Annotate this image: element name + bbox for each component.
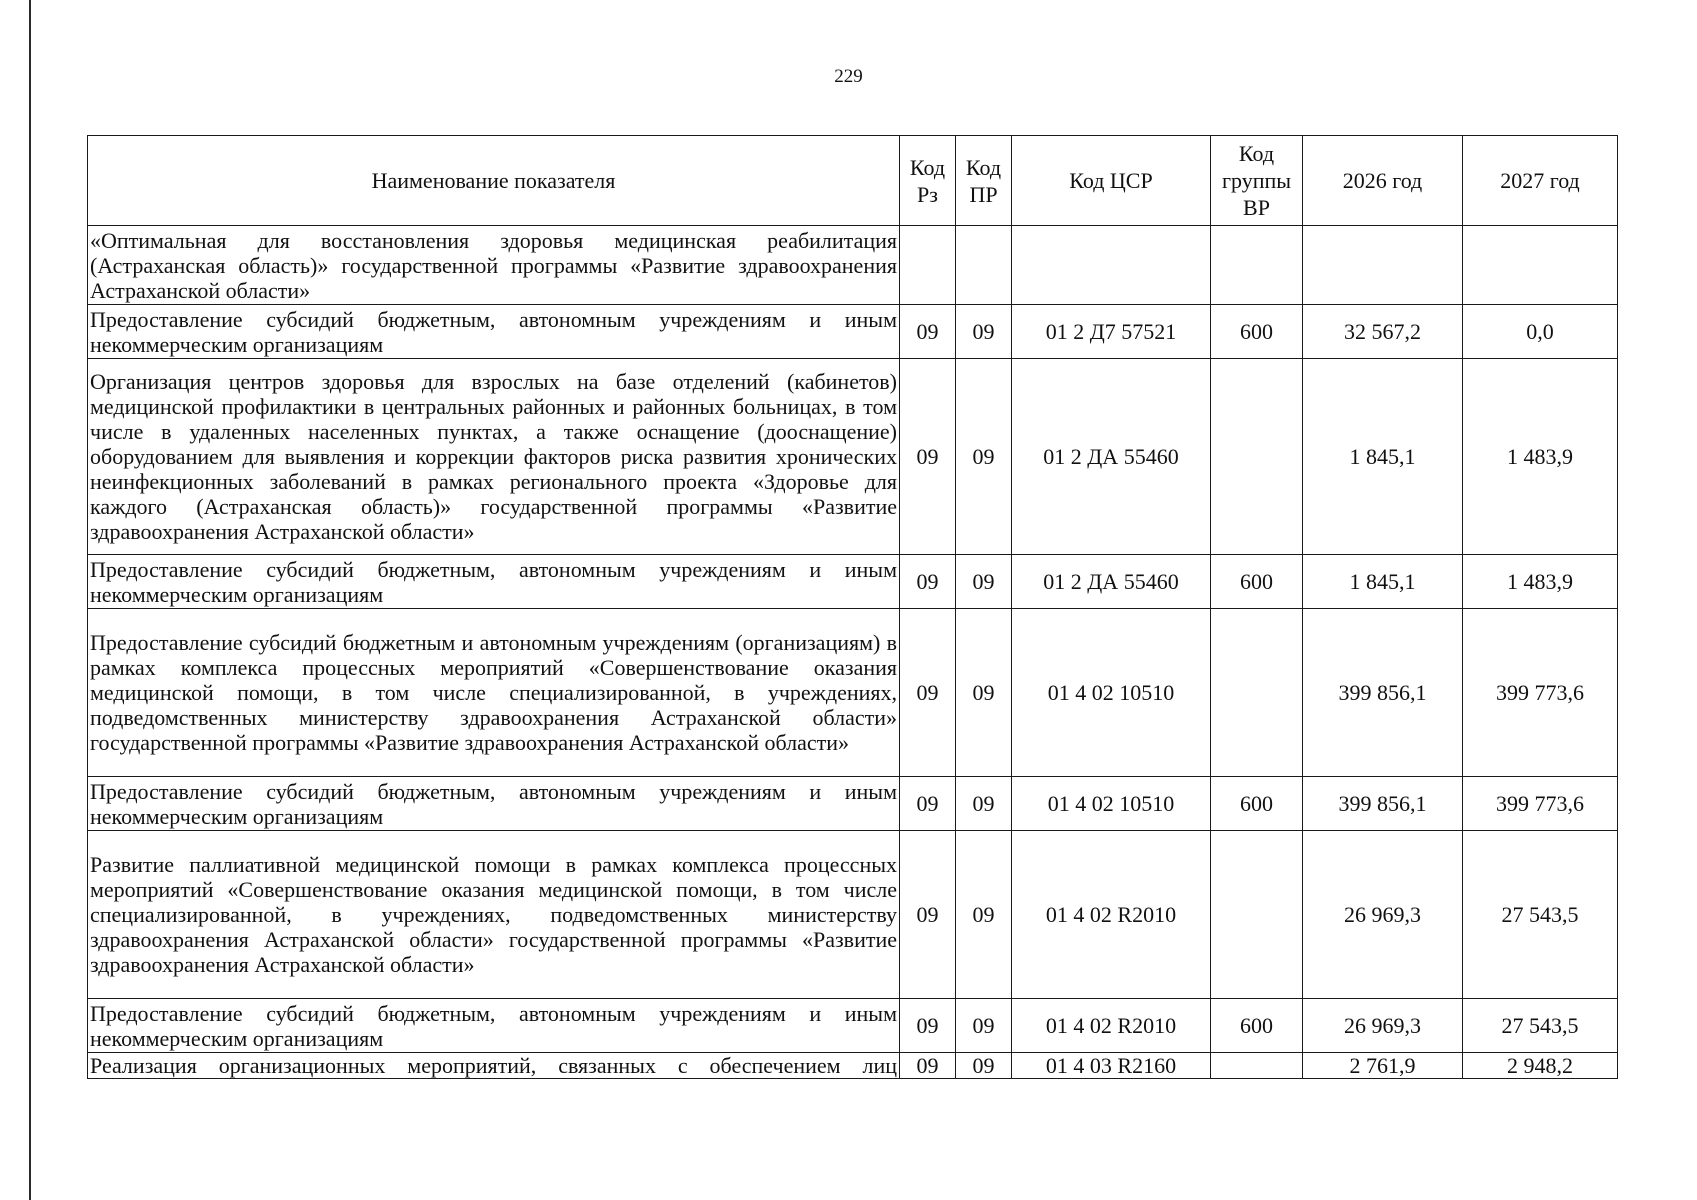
row-vr: 600: [1211, 777, 1303, 831]
row-2026: 399 856,1: [1303, 777, 1463, 831]
row-2027: 27 543,5: [1463, 999, 1618, 1053]
table-row: [88, 831, 1618, 999]
row-name: Предоставление субсидий бюджетным, автономным учреждениям и иным некоммерческим организациям: [88, 555, 900, 609]
row-csr: 01 4 02 10510: [1012, 609, 1211, 777]
row-pr: 09: [956, 609, 1012, 777]
table-row: [88, 359, 1618, 555]
row-name: Развитие паллиативной медицинской помощи в рамках комплекса процессных мероприятий «Совершенствование оказания медицинской помощи, в том числе специализированной, в учреждениях, подведомственных министерству здравоохранения Астраханской области» государственной программы «Развитие здравоохранения Астраханской области»: [88, 831, 900, 999]
row-pr: 09: [956, 831, 1012, 999]
page-number: 229: [834, 66, 863, 87]
row-vr: 600: [1211, 305, 1303, 359]
row-rz: 09: [900, 1053, 956, 1079]
row-name: Предоставление субсидий бюджетным, автономным учреждениям и иным некоммерческим организациям: [88, 777, 900, 831]
row-2027: 0,0: [1463, 305, 1618, 359]
row-pr: 09: [956, 1053, 1012, 1079]
row-name: Реализация организационных мероприятий, связанных с обеспечением лиц: [88, 1053, 900, 1079]
row-2027: 1 483,9: [1463, 359, 1618, 555]
row-2026: 1 845,1: [1303, 359, 1463, 555]
row-2027: 399 773,6: [1463, 777, 1618, 831]
row-pr: 09: [956, 305, 1012, 359]
row-vr: [1211, 226, 1303, 305]
row-rz: 09: [900, 359, 956, 555]
row-csr: 01 4 03 R2160: [1012, 1053, 1211, 1079]
header-vr: Код группы ВР: [1211, 136, 1303, 226]
row-vr: 600: [1211, 555, 1303, 609]
row-2026: 26 969,3: [1303, 831, 1463, 999]
row-2027: [1463, 226, 1618, 305]
page-binding-line: [29, 0, 31, 1200]
row-rz: 09: [900, 609, 956, 777]
row-name: Предоставление субсидий бюджетным, автономным учреждениям и иным некоммерческим организациям: [88, 305, 900, 359]
header-2026: 2026 год: [1303, 136, 1463, 226]
header-csr: Код ЦСР: [1012, 136, 1211, 226]
table-row: [88, 999, 1618, 1053]
row-2026: 1 845,1: [1303, 555, 1463, 609]
row-rz: 09: [900, 831, 956, 999]
table-row: [88, 777, 1618, 831]
row-2027: 2 948,2: [1463, 1053, 1618, 1079]
row-name: «Оптимальная для восстановления здоровья медицинская реабилитация (Астраханская область)» государственной программы «Развитие здравоохранения Астраханской области»: [88, 226, 900, 305]
row-pr: [956, 226, 1012, 305]
row-csr: 01 4 02 R2010: [1012, 999, 1211, 1053]
row-2026: [1303, 226, 1463, 305]
budget-table: [87, 135, 1618, 1079]
table-row: [88, 1053, 1618, 1079]
row-csr: 01 2 ДА 55460: [1012, 359, 1211, 555]
row-vr: [1211, 831, 1303, 999]
row-2027: 1 483,9: [1463, 555, 1618, 609]
header-name: Наименование показателя: [88, 136, 900, 226]
row-csr: 01 4 02 R2010: [1012, 831, 1211, 999]
table-row: [88, 609, 1618, 777]
row-vr: [1211, 359, 1303, 555]
row-2026: 32 567,2: [1303, 305, 1463, 359]
row-2027: 27 543,5: [1463, 831, 1618, 999]
row-2026: 26 969,3: [1303, 999, 1463, 1053]
table-header-row: [88, 136, 1618, 226]
row-rz: 09: [900, 555, 956, 609]
row-pr: 09: [956, 359, 1012, 555]
row-rz: 09: [900, 777, 956, 831]
row-vr: [1211, 609, 1303, 777]
row-2026: 2 761,9: [1303, 1053, 1463, 1079]
row-name: Организация центров здоровья для взрослых на базе отделений (кабинетов) медицинской профилактики в центральных районных и районных больницах, в том числе в удаленных населенных пунктах, а также оснащение (дооснащение) оборудованием для выявления и коррекции факторов риска развития хронических неинфекционных заболеваний в рамках регионального проекта «Здоровье для каждого (Астраханская область)» государственной программы «Развитие здравоохранения Астраханской области»: [88, 359, 900, 555]
row-rz: [900, 226, 956, 305]
row-csr: 01 2 Д7 57521: [1012, 305, 1211, 359]
row-2026: 399 856,1: [1303, 609, 1463, 777]
row-name: Предоставление субсидий бюджетным и автономным учреждениям (организациям) в рамках комплекса процессных мероприятий «Совершенствование оказания медицинской помощи, в том числе специализированной, в учреждениях, подведомственных министерству здравоохранения Астраханской области» государственной программы «Развитие здравоохранения Астраханской области»: [88, 609, 900, 777]
row-vr: [1211, 1053, 1303, 1079]
row-2027: 399 773,6: [1463, 609, 1618, 777]
header-pr: Код ПР: [956, 136, 1012, 226]
header-2027: 2027 год: [1463, 136, 1618, 226]
table-row: [88, 226, 1618, 305]
table-row: [88, 305, 1618, 359]
row-pr: 09: [956, 777, 1012, 831]
header-rz: Код Рз: [900, 136, 956, 226]
row-rz: 09: [900, 305, 956, 359]
row-pr: 09: [956, 999, 1012, 1053]
row-rz: 09: [900, 999, 956, 1053]
row-csr: 01 2 ДА 55460: [1012, 555, 1211, 609]
table-row: [88, 555, 1618, 609]
row-csr: 01 4 02 10510: [1012, 777, 1211, 831]
row-pr: 09: [956, 555, 1012, 609]
row-vr: 600: [1211, 999, 1303, 1053]
row-name: Предоставление субсидий бюджетным, автономным учреждениям и иным некоммерческим организациям: [88, 999, 900, 1053]
row-csr: [1012, 226, 1211, 305]
